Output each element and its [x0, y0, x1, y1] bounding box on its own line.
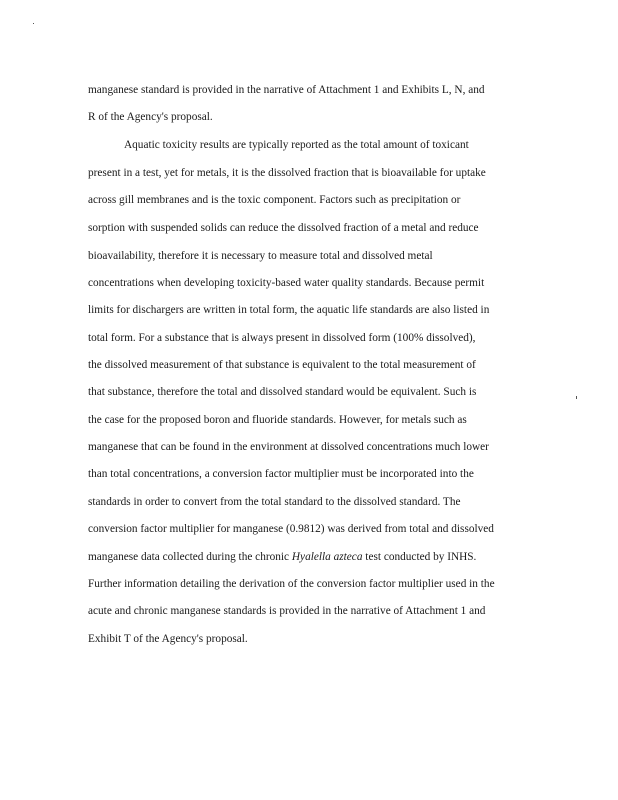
text-line: standards in order to convert from the total standard to the dissolved standard. The	[88, 496, 461, 508]
text-line: Exhibit T of the Agency's proposal.	[88, 633, 248, 645]
text-line: that substance, therefore the total and dissolved standard would be equivalent. Such is	[88, 386, 477, 398]
text-line: sorption with suspended solids can reduce the dissolved fraction of a metal and reduce	[88, 222, 479, 234]
text-line: R of the Agency's proposal.	[88, 111, 213, 123]
species-name: Hyalella azteca	[291, 551, 363, 563]
scan-speck	[33, 23, 34, 24]
text-line: Aquatic toxicity results are typically reported as the total amount of toxicant	[124, 139, 469, 151]
text-line: the case for the proposed boron and fluoride standards. However, for metals such as	[88, 414, 467, 426]
text-line: present in a test, yet for metals, it is the dissolved fraction that is bioavailable for uptake	[88, 167, 486, 179]
text-line: manganese standard is provided in the narrative of Attachment 1 and Exhibits L, N, and	[88, 84, 485, 96]
text-segment: test conducted by INHS.	[362, 551, 477, 563]
text-line: across gill membranes and is the toxic component. Factors such as precipitation or	[88, 194, 461, 206]
text-segment: manganese data collected during the chronic	[88, 551, 292, 563]
text-line: bioavailability, therefore it is necessary to measure total and dissolved metal	[88, 250, 433, 262]
text-line: Further information detailing the derivation of the conversion factor multiplier used in the	[88, 578, 495, 590]
text-line: the dissolved measurement of that substance is equivalent to the total measurement of	[88, 359, 476, 371]
text-line	[88, 550, 476, 564]
text-line: manganese that can be found in the environment at dissolved concentrations much lower	[88, 441, 489, 453]
text-line: than total concentrations, a conversion factor multiplier must be incorporated into the	[88, 468, 474, 480]
text-line: acute and chronic manganese standards is provided in the narrative of Attachment 1 and	[88, 605, 486, 617]
text-line: limits for dischargers are written in total form, the aquatic life standards are also listed in	[88, 304, 490, 316]
text-line: total form. For a substance that is always present in dissolved form (100% dissolved),	[88, 332, 476, 344]
scan-speck	[576, 396, 577, 399]
text-line: concentrations when developing toxicity-based water quality standards. Because permit	[88, 277, 485, 289]
text-line: conversion factor multiplier for manganese (0.9812) was derived from total and dissolved	[88, 523, 494, 535]
